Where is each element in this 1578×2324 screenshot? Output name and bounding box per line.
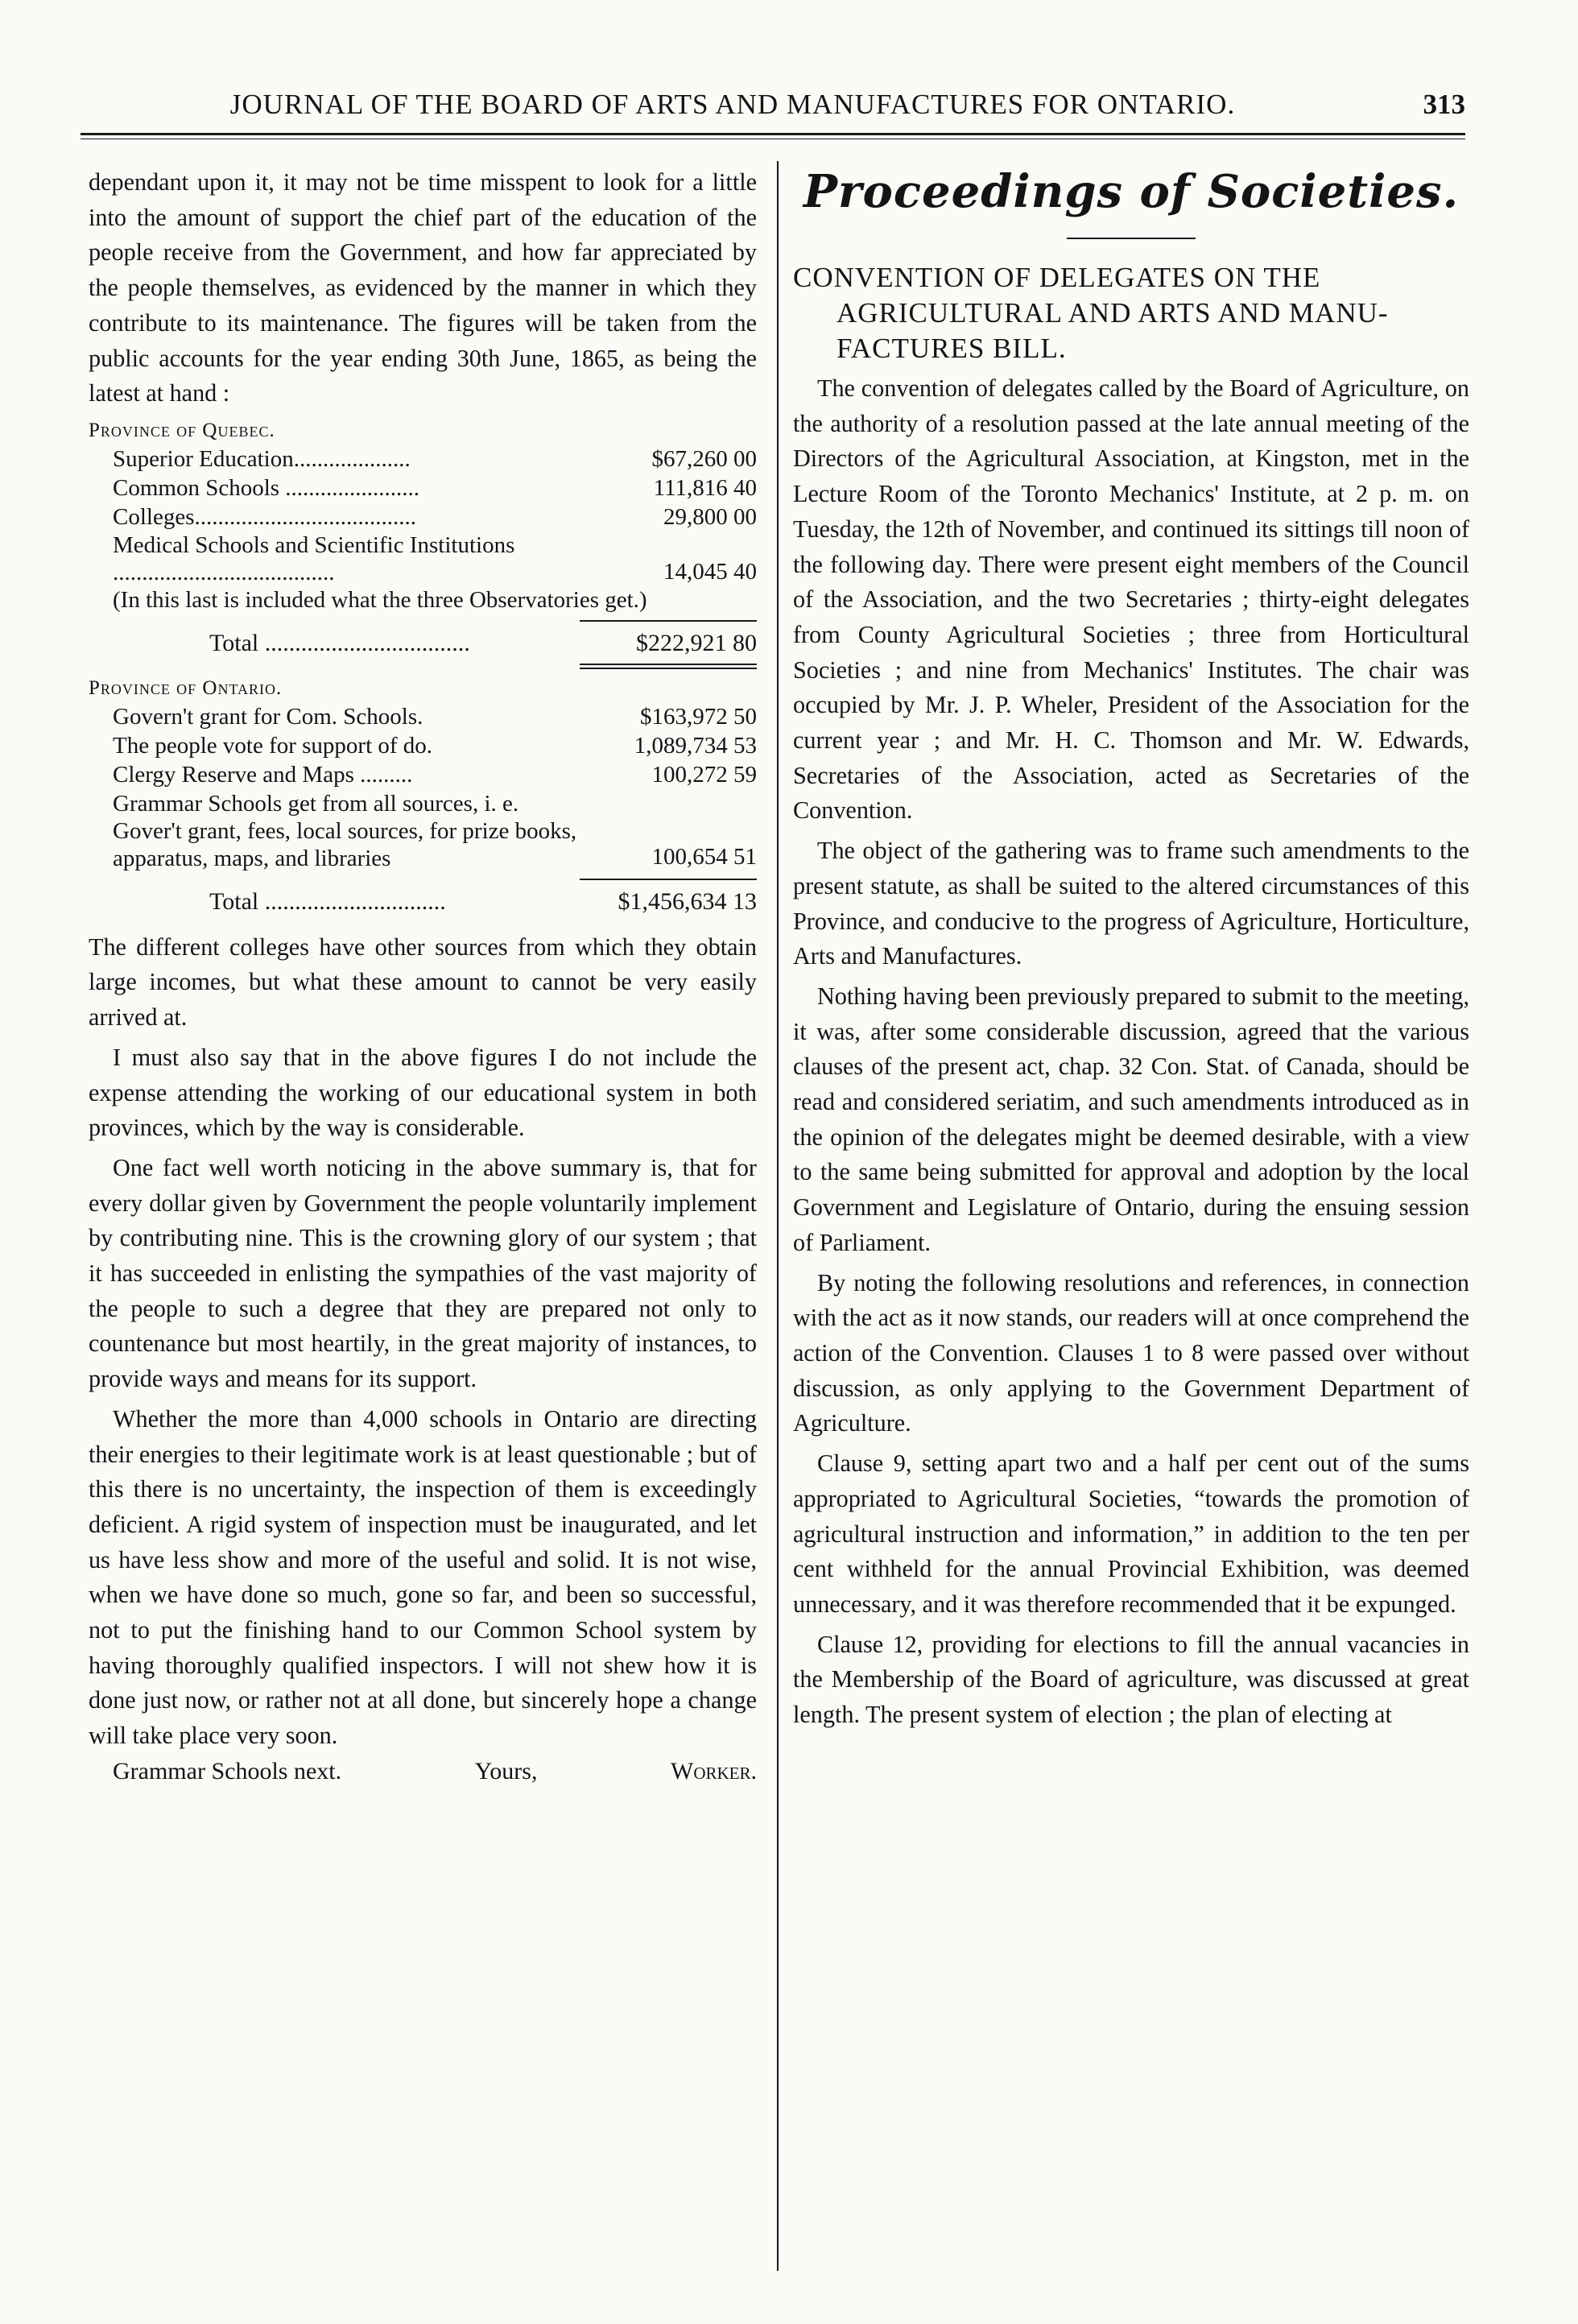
ledger-note: (In this last is included what the three Observatories get.)	[113, 587, 647, 614]
ledger-total-row	[89, 626, 757, 660]
page-number: 313	[1423, 89, 1465, 120]
left-column	[89, 165, 757, 1789]
journal-title: JOURNAL OF THE BOARD OF ARTS AND MANUFACTURES FOR ONTARIO.	[229, 89, 1236, 120]
ledger-label: Medical Schools and Scientific Institutions ......................................	[113, 532, 515, 586]
ledger-label: The people vote for support of do.	[113, 733, 433, 759]
ledger-total-row	[89, 885, 757, 919]
ledger-amount: 29,800 00	[663, 503, 757, 530]
running-header	[81, 89, 1465, 129]
ledger-amount: 100,654 51	[651, 843, 757, 870]
ledger-heading-quebec: Province of Quebec.	[89, 419, 275, 441]
article-title-line: CONVENTION OF DELEGATES ON THE	[793, 262, 1321, 293]
ledger-amount: 1,089,734 53	[634, 733, 757, 759]
ledger-amount: $67,260 00	[651, 445, 757, 472]
ledger-label: Superior Education....................	[113, 445, 411, 472]
column-divider	[777, 161, 779, 2271]
intro-paragraph: dependant upon it, it may not be time misspent to look for a little into the amount of support the chief part of the education of the people receive from the Government, and how far appreciated by the people themselves, as evidenced by the manner in which they contribute to its maintenance. The figures will be taken from the public accounts for the year ending 30th June, 1865, as being the latest at hand :	[89, 168, 757, 407]
ledger-label: Colleges......................................	[113, 503, 416, 530]
body-paragraph: One fact well worth noticing in the above summary is, that for every dollar given by Government the people voluntarily implement by contributing nine. This is the crowning glory of our system ; that it has succeeded in enlisting the sympathies of the vast majority of the people to such a degree that they are prepared not only to countenance but most heartily, in the great majority of instances, to provide ways and means for its support.	[89, 1153, 757, 1393]
ledger-row	[89, 732, 757, 761]
body-paragraph: Nothing having been previously prepared to submit to the meeting, it was, after some considerable discussion, agreed that the various clauses of the present act, chap. 32 Con. Stat. of Canada, should be read and considered seriatim, and such amendments introduced as in the opinion of the delegates might be deemed desirable, with a view to the same being submitted for approval and adoption by the local Government and Legislature of Ontario, during the ensuing session of Parliament.	[793, 982, 1469, 1256]
ledger-row	[89, 503, 757, 532]
signoff-author: Worker.	[671, 1757, 757, 1784]
body-paragraph: Whether the more than 4,000 schools in Ontario are directing their energies to their legitimate work is at least questionable ; but of this there is no uncertainty, the inspection of them is exceedingly deficient. A rigid system of inspection must be inaugurated, and let us have less show and more of the useful and solid. It is not wise, when we have done so much, gone so far, and been so successful, not to put the finishing hand to our Common School system by having thoroughly qualified inspectors. I will not shew how it is done just now, or rather not at all done, but sincerely hope a change will take place very soon.	[89, 1404, 757, 1750]
section-heading-rule	[1067, 238, 1196, 239]
body-paragraph: The convention of delegates called by the Board of Agriculture, on the authority of a resolution passed at the late annual meeting of the Directors of the Agricultural Association, at Kingston, met in the Lecture Room of the Toronto Mechanics' Institute, at 2 p. m. on Tuesday, the 12th of November, and continued its sittings till noon of the following day. There were present eight members of the Council of the Association, and the two Secretaries ; thirty-eight delegates from County Agricultural Societies ; three from Horticultural Societies ; and nine from Mechanics' Institutes. The chair was occupied by Mr. J. P. Wheler, President of the Association for the current year ; and Mr. H. C. Thomson and Mr. W. Edwards, Secretaries of the Association, acted as Secretaries of the Convention.	[793, 374, 1469, 825]
ledger-total-amount: $1,456,634 13	[618, 887, 757, 915]
letter-signoff	[89, 1754, 757, 1789]
ledger-total-label: Total ..................................	[209, 630, 470, 657]
ledger-amount: 14,045 40	[663, 558, 757, 585]
ledger-row	[89, 703, 757, 732]
header-rule-thick	[81, 133, 1465, 135]
body-paragraph: The different colleges have other sources from which they obtain large incomes, but what these amount to cannot be very easily arrived at.	[89, 932, 757, 1032]
ledger-sum-rule	[580, 620, 757, 622]
ledger-amount: $163,972 50	[640, 704, 757, 730]
signoff-salutation: Yours,	[474, 1757, 538, 1784]
section-heading: Proceedings of Societies.	[803, 165, 1460, 218]
signoff-note: Grammar Schools next.	[113, 1757, 342, 1784]
ledger-row	[89, 445, 757, 474]
ledger-label: Clergy Reserve and Maps .........	[113, 761, 413, 788]
ledger-amount: 100,272 59	[651, 761, 757, 788]
body-paragraph: The object of the gathering was to frame such amendments to the present statute, as shall be suited to the altered circumstances of this Province, and conducive to the progress of Agriculture, Horticulture, Arts and Manufactures.	[793, 837, 1469, 970]
ledger-total-label: Total ..............................	[209, 887, 446, 915]
ledger-double-rule	[580, 664, 757, 669]
ledger-row	[89, 790, 757, 872]
ledger-label: Grammar Schools get from all sources, i. e. Gover't grant, fees, local sources, for prize books, apparatus, maps, and libraries	[113, 790, 577, 871]
ledger-row	[89, 474, 757, 503]
article-title-line: AGRICULTURAL AND ARTS AND MANU-	[837, 297, 1389, 329]
article-title-line: FACTURES BILL.	[837, 333, 1067, 364]
body-paragraph: I must also say that in the above figures I do not include the expense attending the working of our educational system in both provinces, which by the way is considerable.	[89, 1043, 757, 1142]
ontario-ledger	[89, 677, 757, 918]
right-column	[793, 165, 1469, 1733]
ledger-sum-rule	[580, 879, 757, 880]
body-paragraph: Clause 9, setting apart two and a half per cent out of the sums appropriated to Agricultural Societies, “towards the promotion of agricultural instruction and information,” in addition to the ten per cent withheld for the annual Provincial Exhibition, was deemed unnecessary, and it was therefore recommended that it be expunged.	[793, 1449, 1469, 1618]
body-paragraph: Clause 12, providing for elections to fill the annual vacancies in the Membership of the Board of agriculture, was discussed at great length. The present system of election ; the plan of electing at	[793, 1630, 1469, 1729]
ledger-row	[89, 761, 757, 790]
ledger-heading-ontario: Province of Ontario.	[89, 677, 283, 700]
ledger-label: Govern't grant for Com. Schools.	[113, 704, 423, 730]
quebec-ledger	[89, 420, 757, 669]
ledger-total-amount: $222,921 80	[636, 630, 757, 657]
ledger-amount: 111,816 40	[653, 474, 757, 501]
body-paragraph: By noting the following resolutions and references, in connection with the act as it now stands, our readers will at once comprehend the action of the Convention. Clauses 1 to 8 were passed over without discussion, as only applying to the Government Department of Agriculture.	[793, 1268, 1469, 1437]
article-title	[793, 260, 1469, 366]
ledger-label: Common Schools .......................	[113, 474, 420, 501]
ledger-row	[89, 531, 757, 586]
